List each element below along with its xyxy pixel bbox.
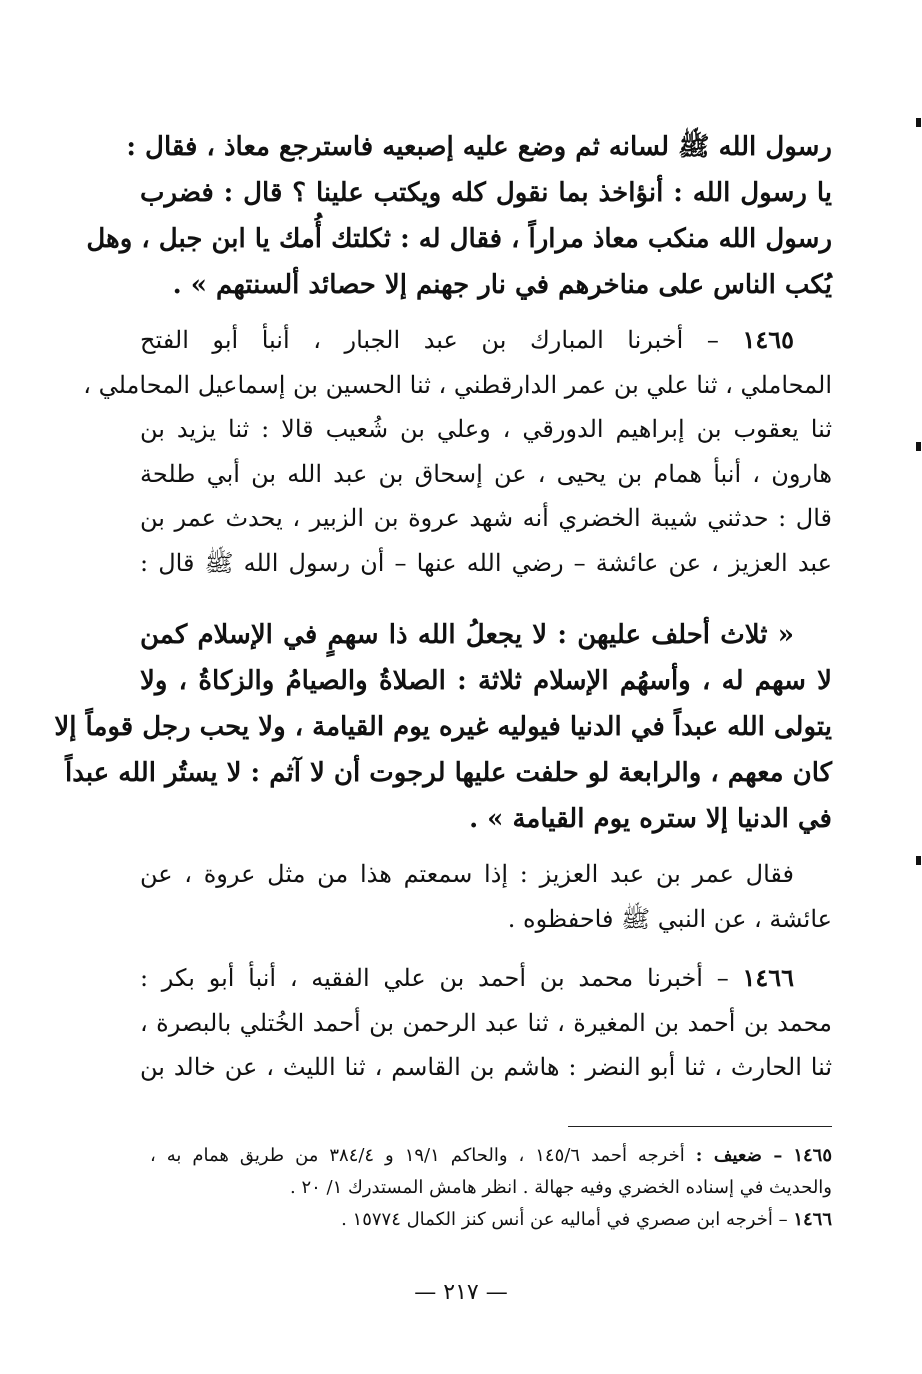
text-line: يتولى الله عبداً في الدنيا فيوليه غيره يوم القيامة ، ولا يحب رجل قوماً إلا	[54, 712, 832, 742]
scan-edge-mark	[916, 118, 921, 127]
text-line: عائشة ، عن النبي ﷺ فاحفظوه .	[507, 904, 832, 933]
footnote-text: – أخرجه ابن صصري في أماليه عن أنس كنز الكمال ١٥٧٧٤ .	[341, 1209, 788, 1230]
footnote-number: ١٤٦٥	[793, 1145, 832, 1166]
text-line: في الدنيا إلا ستره يوم القيامة » .	[469, 804, 832, 834]
text-line: المحاملي ، ثنا علي بن عمر الدارقطني ، ثنا الحسين بن إسماعيل المحاملي ،	[83, 370, 832, 399]
text-line	[140, 318, 832, 363]
scan-edge-mark	[916, 442, 921, 451]
text-line: « ثلاث أحلف عليهن : لا يجعلُ الله ذا سهمٍ في الإسلام كمن	[140, 620, 794, 650]
footnote-1465-continued: والحديث في إسناده الخضري وفيه جهالة . انظر هامش المستدرك ١/ ٢٠ .	[290, 1177, 832, 1198]
text-line: يا رسول الله : أنؤاخذ بما نقول كله ويكتب علينا ؟ قال : فضرب	[140, 178, 832, 208]
commentary-paragraph	[140, 852, 832, 941]
hadith-text-paragraph	[54, 612, 832, 842]
isnad-paragraph-1466	[140, 956, 832, 1090]
text-line: رسول الله ﷺ لسانه ثم وضع عليه إصبعيه فاسترجع معاذ ، فقال :	[126, 132, 832, 162]
footnote-1466	[150, 1204, 832, 1236]
text-line: ثنا الحارث ، ثنا أبو النضر : هاشم بن القاسم ، ثنا الليث ، عن خالد بن	[140, 1053, 832, 1081]
text-line: عبد العزيز ، عن عائشة – رضي الله عنها – أن رسول الله ﷺ قال :	[140, 548, 832, 577]
hadith-number: ١٤٦٦	[742, 963, 794, 992]
text-segment: – أخبرنا محمد بن أحمد بن علي الفقيه ، أنبأ أبو بكر :	[140, 964, 729, 992]
footnote-1465	[150, 1140, 832, 1172]
text-line: لا سهم له ، وأسهُم الإسلام ثلاثة : الصلاةُ والصيامُ والزكاةُ ، ولا	[140, 666, 832, 696]
footnote-grade: – ضعيف :	[695, 1145, 783, 1166]
hadith-number: ١٤٦٥	[742, 325, 794, 354]
footnote-separator	[568, 1126, 832, 1127]
text-line: يُكب الناس على مناخرهم في نار جهنم إلا حصائد ألسنتهم » .	[172, 270, 832, 300]
footnote-text: أخرجه أحمد ١٤٥/٦ ، والحاكم ١٩/١ و ٣٨٤/٤ من طريق همام به ،	[150, 1145, 685, 1166]
footnote-number: ١٤٦٦	[793, 1209, 832, 1230]
text-line: فقال عمر بن عبد العزيز : إذا سمعتم هذا من مثل عروة ، عن	[140, 860, 794, 888]
text-line: محمد بن أحمد بن المغيرة ، ثنا عبد الرحمن بن أحمد الخُتلي بالبصرة ،	[140, 1008, 832, 1037]
footnotes	[150, 1140, 832, 1236]
page-number: — ٢١٧ —	[414, 1280, 508, 1305]
isnad-paragraph-1465	[83, 318, 832, 585]
scan-edge-mark	[916, 856, 921, 865]
text-segment: – أخبرنا المبارك بن عبد الجبار ، أنبأ أبو الفتح	[140, 326, 719, 354]
text-line: كان معهم ، والرابعة لو حلفت عليها لرجوت أن لا آثم : لا يستُر الله عبداً	[64, 758, 832, 788]
text-line: رسول الله منكب معاذ مراراً ، فقال له : ثكلتك أُمك يا ابن جبل ، وهل	[86, 224, 832, 254]
text-line: ثنا يعقوب بن إبراهيم الدورقي ، وعلي بن شُعيب قالا : ثنا يزيد بن	[140, 415, 832, 443]
text-line: هارون ، أنبأ همام بن يحيى ، عن إسحاق بن عبد الله بن أبي طلحة	[140, 459, 832, 488]
hadith-continuation-paragraph	[86, 124, 832, 308]
text-line: قال : حدثني شيبة الخضري أنه شهد عروة بن الزبير ، يحدث عمر بن	[140, 504, 832, 532]
text-line	[140, 956, 832, 1001]
